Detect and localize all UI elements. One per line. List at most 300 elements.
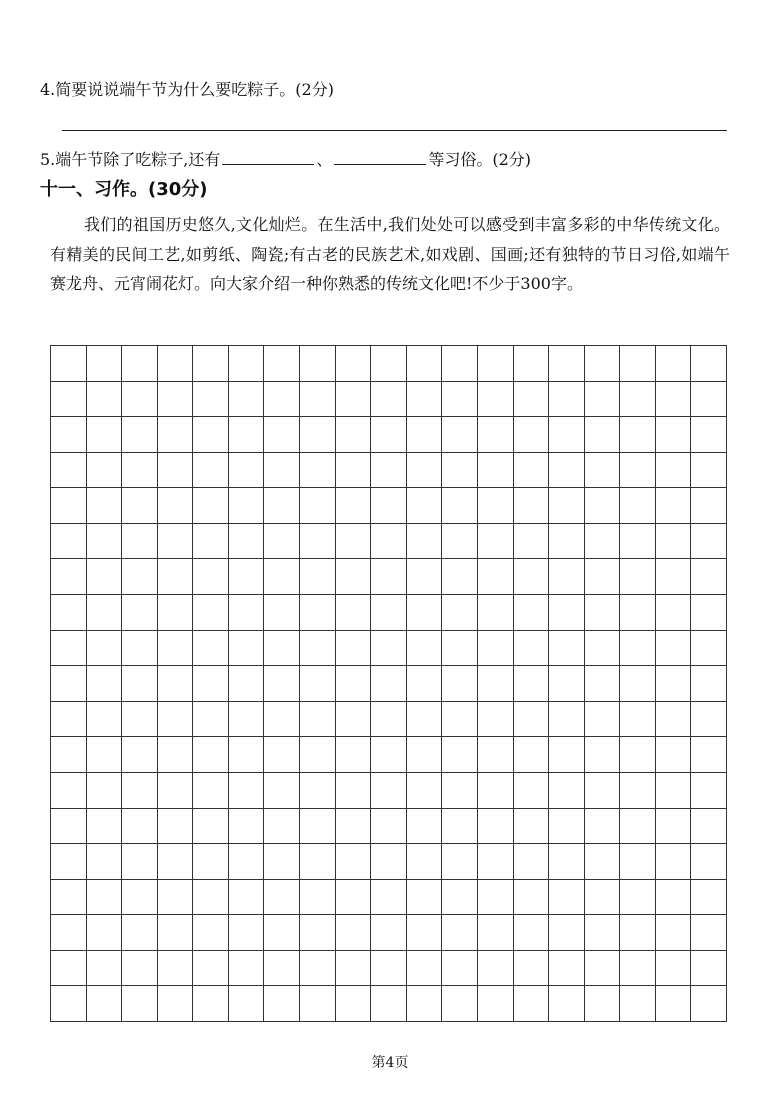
grid-cell[interactable] <box>549 595 585 631</box>
grid-cell[interactable] <box>193 666 229 702</box>
grid-cell[interactable] <box>691 631 727 667</box>
grid-cell[interactable] <box>514 880 550 916</box>
grid-cell[interactable] <box>158 559 194 595</box>
grid-cell[interactable] <box>51 382 87 418</box>
grid-cell[interactable] <box>478 737 514 773</box>
grid-cell[interactable] <box>478 666 514 702</box>
grid-cell[interactable] <box>229 702 265 738</box>
grid-cell[interactable] <box>122 986 158 1022</box>
grid-cell[interactable] <box>371 702 407 738</box>
grid-cell[interactable] <box>371 453 407 489</box>
grid-cell[interactable] <box>514 453 550 489</box>
grid-cell[interactable] <box>158 417 194 453</box>
grid-cell[interactable] <box>300 382 336 418</box>
grid-cell[interactable] <box>442 880 478 916</box>
grid-cell[interactable] <box>585 880 621 916</box>
grid-cell[interactable] <box>229 737 265 773</box>
grid-cell[interactable] <box>585 453 621 489</box>
grid-cell[interactable] <box>442 524 478 560</box>
grid-cell[interactable] <box>620 986 656 1022</box>
grid-cell[interactable] <box>620 488 656 524</box>
grid-cell[interactable] <box>336 666 372 702</box>
grid-cell[interactable] <box>300 595 336 631</box>
grid-cell[interactable] <box>264 417 300 453</box>
grid-cell[interactable] <box>549 631 585 667</box>
grid-cell[interactable] <box>229 417 265 453</box>
grid-cell[interactable] <box>620 880 656 916</box>
grid-cell[interactable] <box>407 986 443 1022</box>
grid-cell[interactable] <box>51 488 87 524</box>
grid-cell[interactable] <box>336 737 372 773</box>
grid-cell[interactable] <box>158 524 194 560</box>
grid-cell[interactable] <box>300 346 336 382</box>
grid-cell[interactable] <box>158 951 194 987</box>
grid-cell[interactable] <box>87 702 123 738</box>
grid-cell[interactable] <box>122 453 158 489</box>
grid-cell[interactable] <box>442 915 478 951</box>
grid-cell[interactable] <box>585 737 621 773</box>
grid-cell[interactable] <box>478 382 514 418</box>
grid-cell[interactable] <box>51 595 87 631</box>
grid-cell[interactable] <box>229 453 265 489</box>
grid-cell[interactable] <box>264 524 300 560</box>
grid-cell[interactable] <box>193 844 229 880</box>
grid-cell[interactable] <box>691 773 727 809</box>
grid-cell[interactable] <box>549 844 585 880</box>
grid-cell[interactable] <box>300 524 336 560</box>
grid-cell[interactable] <box>514 737 550 773</box>
grid-cell[interactable] <box>691 382 727 418</box>
grid-cell[interactable] <box>158 382 194 418</box>
grid-cell[interactable] <box>442 346 478 382</box>
grid-cell[interactable] <box>585 524 621 560</box>
grid-cell[interactable] <box>336 844 372 880</box>
grid-cell[interactable] <box>87 488 123 524</box>
grid-cell[interactable] <box>442 631 478 667</box>
grid-cell[interactable] <box>620 915 656 951</box>
grid-cell[interactable] <box>442 773 478 809</box>
grid-cell[interactable] <box>300 737 336 773</box>
grid-cell[interactable] <box>122 951 158 987</box>
grid-cell[interactable] <box>122 595 158 631</box>
grid-cell[interactable] <box>478 559 514 595</box>
grid-cell[interactable] <box>620 417 656 453</box>
grid-cell[interactable] <box>229 559 265 595</box>
grid-cell[interactable] <box>193 880 229 916</box>
grid-cell[interactable] <box>514 524 550 560</box>
grid-cell[interactable] <box>264 915 300 951</box>
grid-cell[interactable] <box>300 986 336 1022</box>
grid-cell[interactable] <box>585 559 621 595</box>
grid-cell[interactable] <box>51 737 87 773</box>
grid-cell[interactable] <box>371 880 407 916</box>
grid-cell[interactable] <box>193 915 229 951</box>
grid-cell[interactable] <box>122 417 158 453</box>
grid-cell[interactable] <box>691 702 727 738</box>
grid-cell[interactable] <box>371 809 407 845</box>
grid-cell[interactable] <box>478 844 514 880</box>
grid-cell[interactable] <box>549 773 585 809</box>
grid-cell[interactable] <box>407 809 443 845</box>
grid-cell[interactable] <box>442 844 478 880</box>
grid-cell[interactable] <box>407 666 443 702</box>
grid-cell[interactable] <box>407 773 443 809</box>
grid-cell[interactable] <box>585 915 621 951</box>
grid-cell[interactable] <box>549 809 585 845</box>
grid-cell[interactable] <box>193 809 229 845</box>
grid-cell[interactable] <box>549 346 585 382</box>
grid-cell[interactable] <box>264 453 300 489</box>
grid-cell[interactable] <box>51 773 87 809</box>
grid-cell[interactable] <box>122 809 158 845</box>
grid-cell[interactable] <box>229 631 265 667</box>
grid-cell[interactable] <box>371 666 407 702</box>
grid-cell[interactable] <box>514 702 550 738</box>
grid-cell[interactable] <box>300 915 336 951</box>
grid-cell[interactable] <box>122 737 158 773</box>
grid-cell[interactable] <box>514 809 550 845</box>
grid-cell[interactable] <box>158 346 194 382</box>
grid-cell[interactable] <box>193 986 229 1022</box>
grid-cell[interactable] <box>51 844 87 880</box>
grid-cell[interactable] <box>478 986 514 1022</box>
grid-cell[interactable] <box>300 666 336 702</box>
grid-cell[interactable] <box>442 737 478 773</box>
grid-cell[interactable] <box>193 951 229 987</box>
grid-cell[interactable] <box>229 951 265 987</box>
grid-cell[interactable] <box>407 595 443 631</box>
grid-cell[interactable] <box>549 880 585 916</box>
grid-cell[interactable] <box>620 524 656 560</box>
grid-cell[interactable] <box>691 453 727 489</box>
grid-cell[interactable] <box>87 844 123 880</box>
grid-cell[interactable] <box>442 382 478 418</box>
grid-cell[interactable] <box>478 346 514 382</box>
grid-cell[interactable] <box>656 880 692 916</box>
grid-cell[interactable] <box>656 915 692 951</box>
grid-cell[interactable] <box>549 382 585 418</box>
grid-cell[interactable] <box>336 488 372 524</box>
grid-cell[interactable] <box>620 382 656 418</box>
grid-cell[interactable] <box>229 773 265 809</box>
grid-cell[interactable] <box>264 666 300 702</box>
grid-cell[interactable] <box>264 809 300 845</box>
grid-cell[interactable] <box>585 631 621 667</box>
grid-cell[interactable] <box>122 915 158 951</box>
grid-cell[interactable] <box>371 346 407 382</box>
grid-cell[interactable] <box>122 382 158 418</box>
grid-cell[interactable] <box>264 346 300 382</box>
grid-cell[interactable] <box>549 488 585 524</box>
grid-cell[interactable] <box>158 915 194 951</box>
grid-cell[interactable] <box>656 809 692 845</box>
grid-cell[interactable] <box>656 666 692 702</box>
grid-cell[interactable] <box>300 417 336 453</box>
grid-cell[interactable] <box>87 809 123 845</box>
grid-cell[interactable] <box>656 559 692 595</box>
grid-cell[interactable] <box>193 702 229 738</box>
grid-cell[interactable] <box>620 346 656 382</box>
grid-cell[interactable] <box>336 951 372 987</box>
grid-cell[interactable] <box>336 595 372 631</box>
grid-cell[interactable] <box>229 382 265 418</box>
grid-cell[interactable] <box>691 595 727 631</box>
grid-cell[interactable] <box>158 666 194 702</box>
grid-cell[interactable] <box>371 382 407 418</box>
grid-cell[interactable] <box>620 773 656 809</box>
grid-cell[interactable] <box>514 346 550 382</box>
grid-cell[interactable] <box>51 524 87 560</box>
grid-cell[interactable] <box>691 666 727 702</box>
grid-cell[interactable] <box>620 951 656 987</box>
grid-cell[interactable] <box>442 559 478 595</box>
grid-cell[interactable] <box>87 773 123 809</box>
grid-cell[interactable] <box>229 488 265 524</box>
grid-cell[interactable] <box>336 880 372 916</box>
grid-cell[interactable] <box>656 773 692 809</box>
grid-cell[interactable] <box>51 915 87 951</box>
grid-cell[interactable] <box>51 702 87 738</box>
grid-cell[interactable] <box>193 382 229 418</box>
grid-cell[interactable] <box>87 986 123 1022</box>
grid-cell[interactable] <box>691 915 727 951</box>
grid-cell[interactable] <box>585 382 621 418</box>
grid-cell[interactable] <box>87 346 123 382</box>
grid-cell[interactable] <box>122 524 158 560</box>
grid-cell[interactable] <box>264 880 300 916</box>
grid-cell[interactable] <box>620 666 656 702</box>
grid-cell[interactable] <box>371 986 407 1022</box>
grid-cell[interactable] <box>51 986 87 1022</box>
grid-cell[interactable] <box>407 524 443 560</box>
grid-cell[interactable] <box>407 844 443 880</box>
grid-cell[interactable] <box>336 809 372 845</box>
grid-cell[interactable] <box>442 809 478 845</box>
grid-cell[interactable] <box>514 417 550 453</box>
grid-cell[interactable] <box>87 666 123 702</box>
grid-cell[interactable] <box>264 488 300 524</box>
grid-cell[interactable] <box>158 631 194 667</box>
grid-cell[interactable] <box>300 488 336 524</box>
grid-cell[interactable] <box>656 844 692 880</box>
answer-blank-1[interactable] <box>222 148 314 165</box>
grid-cell[interactable] <box>371 951 407 987</box>
grid-cell[interactable] <box>300 773 336 809</box>
grid-cell[interactable] <box>478 453 514 489</box>
grid-cell[interactable] <box>478 417 514 453</box>
writing-grid[interactable] <box>50 345 727 1022</box>
grid-cell[interactable] <box>514 488 550 524</box>
grid-cell[interactable] <box>300 880 336 916</box>
grid-cell[interactable] <box>514 631 550 667</box>
grid-cell[interactable] <box>122 346 158 382</box>
grid-cell[interactable] <box>407 417 443 453</box>
grid-cell[interactable] <box>336 773 372 809</box>
grid-cell[interactable] <box>158 488 194 524</box>
grid-cell[interactable] <box>336 986 372 1022</box>
grid-cell[interactable] <box>371 737 407 773</box>
grid-cell[interactable] <box>691 417 727 453</box>
grid-cell[interactable] <box>514 951 550 987</box>
grid-cell[interactable] <box>691 559 727 595</box>
grid-cell[interactable] <box>585 488 621 524</box>
grid-cell[interactable] <box>336 417 372 453</box>
grid-cell[interactable] <box>478 524 514 560</box>
grid-cell[interactable] <box>336 382 372 418</box>
grid-cell[interactable] <box>264 595 300 631</box>
grid-cell[interactable] <box>158 595 194 631</box>
grid-cell[interactable] <box>229 524 265 560</box>
grid-cell[interactable] <box>407 737 443 773</box>
grid-cell[interactable] <box>300 559 336 595</box>
grid-cell[interactable] <box>656 488 692 524</box>
grid-cell[interactable] <box>193 346 229 382</box>
grid-cell[interactable] <box>336 453 372 489</box>
grid-cell[interactable] <box>264 986 300 1022</box>
grid-cell[interactable] <box>193 559 229 595</box>
grid-cell[interactable] <box>407 702 443 738</box>
grid-cell[interactable] <box>193 737 229 773</box>
grid-cell[interactable] <box>336 524 372 560</box>
grid-cell[interactable] <box>51 951 87 987</box>
grid-cell[interactable] <box>407 382 443 418</box>
grid-cell[interactable] <box>620 844 656 880</box>
grid-cell[interactable] <box>514 915 550 951</box>
grid-cell[interactable] <box>51 809 87 845</box>
grid-cell[interactable] <box>229 809 265 845</box>
grid-cell[interactable] <box>442 986 478 1022</box>
grid-cell[interactable] <box>264 773 300 809</box>
grid-cell[interactable] <box>122 559 158 595</box>
grid-cell[interactable] <box>51 631 87 667</box>
grid-cell[interactable] <box>371 595 407 631</box>
grid-cell[interactable] <box>158 986 194 1022</box>
grid-cell[interactable] <box>585 809 621 845</box>
grid-cell[interactable] <box>549 524 585 560</box>
grid-cell[interactable] <box>442 453 478 489</box>
grid-cell[interactable] <box>549 559 585 595</box>
grid-cell[interactable] <box>585 417 621 453</box>
grid-cell[interactable] <box>514 382 550 418</box>
grid-cell[interactable] <box>620 453 656 489</box>
grid-cell[interactable] <box>691 880 727 916</box>
grid-cell[interactable] <box>193 488 229 524</box>
grid-cell[interactable] <box>620 809 656 845</box>
grid-cell[interactable] <box>656 453 692 489</box>
grid-cell[interactable] <box>691 951 727 987</box>
grid-cell[interactable] <box>585 595 621 631</box>
grid-cell[interactable] <box>514 666 550 702</box>
grid-cell[interactable] <box>691 809 727 845</box>
grid-cell[interactable] <box>656 595 692 631</box>
grid-cell[interactable] <box>87 559 123 595</box>
grid-cell[interactable] <box>691 346 727 382</box>
grid-cell[interactable] <box>585 986 621 1022</box>
grid-cell[interactable] <box>585 666 621 702</box>
grid-cell[interactable] <box>656 986 692 1022</box>
grid-cell[interactable] <box>87 737 123 773</box>
grid-cell[interactable] <box>585 702 621 738</box>
grid-cell[interactable] <box>407 453 443 489</box>
grid-cell[interactable] <box>51 453 87 489</box>
grid-cell[interactable] <box>51 880 87 916</box>
grid-cell[interactable] <box>51 417 87 453</box>
grid-cell[interactable] <box>442 595 478 631</box>
grid-cell[interactable] <box>371 524 407 560</box>
grid-cell[interactable] <box>549 986 585 1022</box>
grid-cell[interactable] <box>656 524 692 560</box>
grid-cell[interactable] <box>514 986 550 1022</box>
grid-cell[interactable] <box>87 524 123 560</box>
grid-cell[interactable] <box>691 737 727 773</box>
grid-cell[interactable] <box>549 915 585 951</box>
grid-cell[interactable] <box>478 702 514 738</box>
grid-cell[interactable] <box>478 915 514 951</box>
grid-cell[interactable] <box>549 417 585 453</box>
grid-cell[interactable] <box>264 631 300 667</box>
grid-cell[interactable] <box>549 666 585 702</box>
grid-cell[interactable] <box>514 595 550 631</box>
grid-cell[interactable] <box>371 559 407 595</box>
grid-cell[interactable] <box>442 417 478 453</box>
grid-cell[interactable] <box>691 986 727 1022</box>
grid-cell[interactable] <box>264 737 300 773</box>
grid-cell[interactable] <box>656 346 692 382</box>
grid-cell[interactable] <box>229 986 265 1022</box>
grid-cell[interactable] <box>300 631 336 667</box>
grid-cell[interactable] <box>478 809 514 845</box>
grid-cell[interactable] <box>691 488 727 524</box>
grid-cell[interactable] <box>87 631 123 667</box>
grid-cell[interactable] <box>478 631 514 667</box>
grid-cell[interactable] <box>300 453 336 489</box>
grid-cell[interactable] <box>87 453 123 489</box>
grid-cell[interactable] <box>158 773 194 809</box>
grid-cell[interactable] <box>158 880 194 916</box>
grid-cell[interactable] <box>87 880 123 916</box>
grid-cell[interactable] <box>229 346 265 382</box>
grid-cell[interactable] <box>620 631 656 667</box>
grid-cell[interactable] <box>407 346 443 382</box>
grid-cell[interactable] <box>229 880 265 916</box>
grid-cell[interactable] <box>122 702 158 738</box>
grid-cell[interactable] <box>585 844 621 880</box>
grid-cell[interactable] <box>87 382 123 418</box>
grid-cell[interactable] <box>656 417 692 453</box>
grid-cell[interactable] <box>122 880 158 916</box>
grid-cell[interactable] <box>336 702 372 738</box>
grid-cell[interactable] <box>122 773 158 809</box>
grid-cell[interactable] <box>407 488 443 524</box>
grid-cell[interactable] <box>549 453 585 489</box>
grid-cell[interactable] <box>300 702 336 738</box>
answer-blank-2[interactable] <box>334 148 426 165</box>
grid-cell[interactable] <box>264 702 300 738</box>
grid-cell[interactable] <box>442 488 478 524</box>
grid-cell[interactable] <box>336 915 372 951</box>
grid-cell[interactable] <box>407 559 443 595</box>
grid-cell[interactable] <box>87 915 123 951</box>
grid-cell[interactable] <box>620 702 656 738</box>
grid-cell[interactable] <box>193 773 229 809</box>
grid-cell[interactable] <box>585 346 621 382</box>
grid-cell[interactable] <box>656 951 692 987</box>
grid-cell[interactable] <box>193 631 229 667</box>
grid-cell[interactable] <box>371 915 407 951</box>
grid-cell[interactable] <box>158 809 194 845</box>
grid-cell[interactable] <box>51 559 87 595</box>
grid-cell[interactable] <box>442 951 478 987</box>
